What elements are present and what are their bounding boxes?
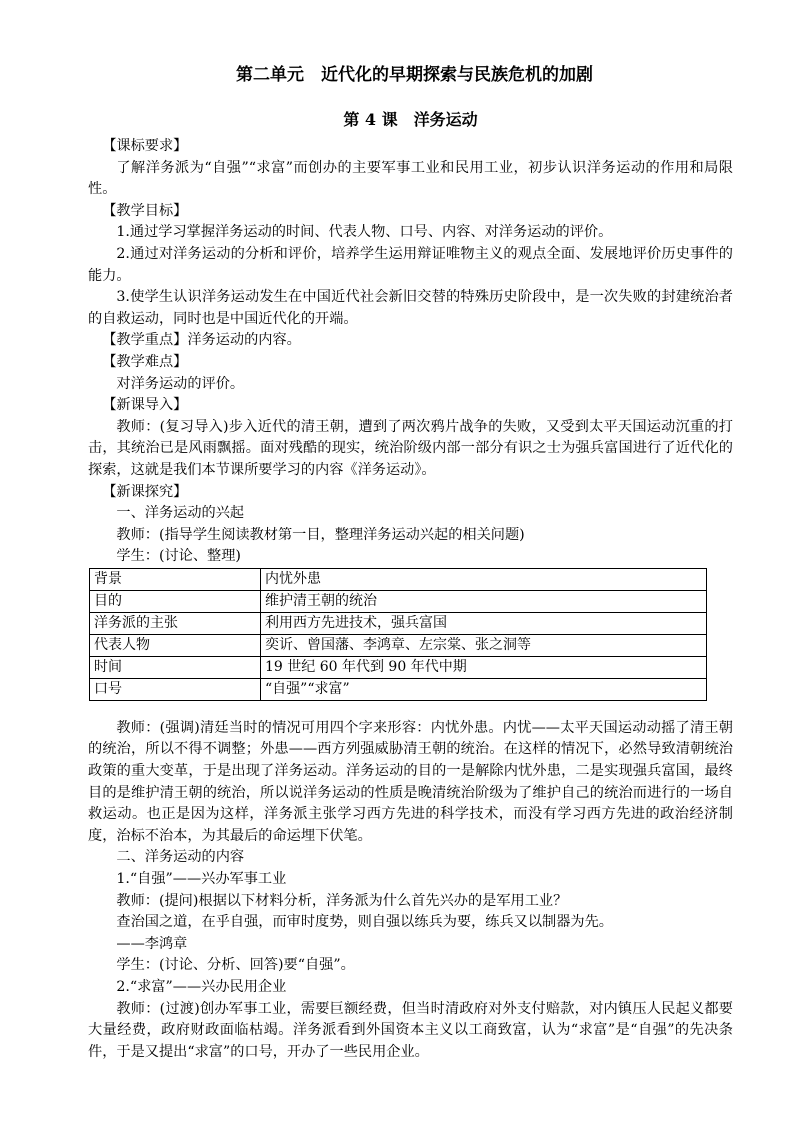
mubiao-heading: 【教学目标】 [102,202,188,219]
table-key: 时间 [90,656,261,678]
subsection-title: 1.“自强”——兴办军事工业 [116,871,287,888]
table-key: 背景 [90,568,261,590]
unit-title: 第二单元 近代化的早期探索与民族危机的加剧 [236,65,593,85]
quote-text: 查治国之道，在乎自强，而审时度势，则自强以练兵为要，练兵又以制器为先。 [116,914,613,931]
goal-item: 3.使学生认识洋务运动发生在中国近代社会新旧交替的特殊历史阶段中，是一次失败的封建统治者的自救运动，同时也是中国近代化的开端。 [88,289,733,327]
teacher-line: 教师：(指导学生阅读教材第一目，整理洋务运动兴起的相关问题) [116,526,525,543]
teacher-line: 教师：(提问)根据以下材料分析，洋务派为什么首先兴办的是军用工业？ [116,892,568,909]
nandian-heading: 【教学难点】 [102,353,188,370]
table-key: 洋务派的主张 [90,612,261,634]
table-row [90,634,707,656]
daoru-text: 教师：(复习导入)步入近代的清王朝，遭到了两次鸦片战争的失败，又受到太平天国运动沉重的打击，其统治已是风雨飘摇。面对残酷的现实，统治阶级内部一部分有识之士为强兵富国进行了近代化的探索，这就是我们本节课所要学习的内容《洋务运动》。 [88,418,733,478]
lesson-title: 第 4 课 洋务运动 [343,110,478,129]
document-page [88,62,733,1063]
daoru-heading: 【新课导入】 [102,397,188,414]
quote-author: ——李鸿章 [116,935,188,952]
summary-table [89,568,707,701]
table-value: “自强”“求富” [261,678,707,700]
kebiao-heading: 【课标要求】 [102,138,188,154]
table-row [90,568,707,590]
teacher-line: 教师：(过渡)创办军事工业，需要巨额经费，但当时清政府对外支付赔款，对内镇压人民起义都要大量经费，政府财政面临枯竭。洋务派看到外国资本主义以工商致富，认为“求富”是“自强”的先决条件，于是又提出“求富”的口号，开办了一些民用企业。 [88,1000,733,1060]
kebiao-text: 了解洋务派为“自强”“求富”而创办的主要军事工业和民用工业，初步认识洋务运动的作用和局限性。 [88,159,733,198]
section-title: 二、洋务运动的内容 [116,849,245,866]
table-value: 19 世纪 60 年代到 90 年代中期 [261,656,707,678]
table-value: 利用西方先进技术，强兵富国 [261,612,707,634]
table-row [90,612,707,634]
table-key: 目的 [90,590,261,612]
table-row [90,678,707,700]
table-value: 内忧外患 [261,568,707,590]
section-title: 一、洋务运动的兴起 [116,505,245,522]
table-value: 奕䜣、曾国藩、李鸿章、左宗棠、张之洞等 [261,634,707,656]
subsection-title: 2.“求富”——兴办民用企业 [116,979,287,995]
goal-item: 1.通过学习掌握洋务运动的时间、代表人物、口号、内容、对洋务运动的评价。 [116,224,613,241]
tanjiu-heading: 【新课探究】 [102,483,188,500]
table-value: 维护清王朝的统治 [261,590,707,612]
table-row [90,656,707,678]
table-key: 代表人物 [90,634,261,656]
emphasis-text: 教师：(强调)清廷当时的情况可用四个字来形容：内忧外患。内忧——太平天国运动动摇了清王朝的统治，所以不得不调整；外患——西方列强威胁清王朝的统治。在这样的情况下，必然导致清朝统治政策的重大变革，于是出现了洋务运动。洋务运动的目的一是解除内忧外患，二是实现强兵富国，最终目的是维护清王朝的统治，所以说洋务运动的性质是晚清统治阶级为了维护自己的统治而进行的一场自救运动。也正是因为这样，洋务派主张学习西方先进的科学技术，而没有学习西方先进的政治经济制度，治标不治本，为其最后的命运埋下伏笔。 [88,719,733,844]
zhongdian-line: 【教学重点】洋务运动的内容。 [102,332,301,349]
student-line: 学生：(讨论、分析、回答)要“自强”。 [116,957,355,974]
table-row [90,590,707,612]
spacer [88,701,733,718]
student-line: 学生：(讨论、整理) [116,548,241,565]
nandian-text: 对洋务运动的评价。 [116,375,245,392]
goal-item: 2.通过对洋务运动的分析和评价，培养学生运用辩证唯物主义的观点全面、发展地评价历史事件的能力。 [88,245,733,284]
table-key: 口号 [90,678,261,700]
